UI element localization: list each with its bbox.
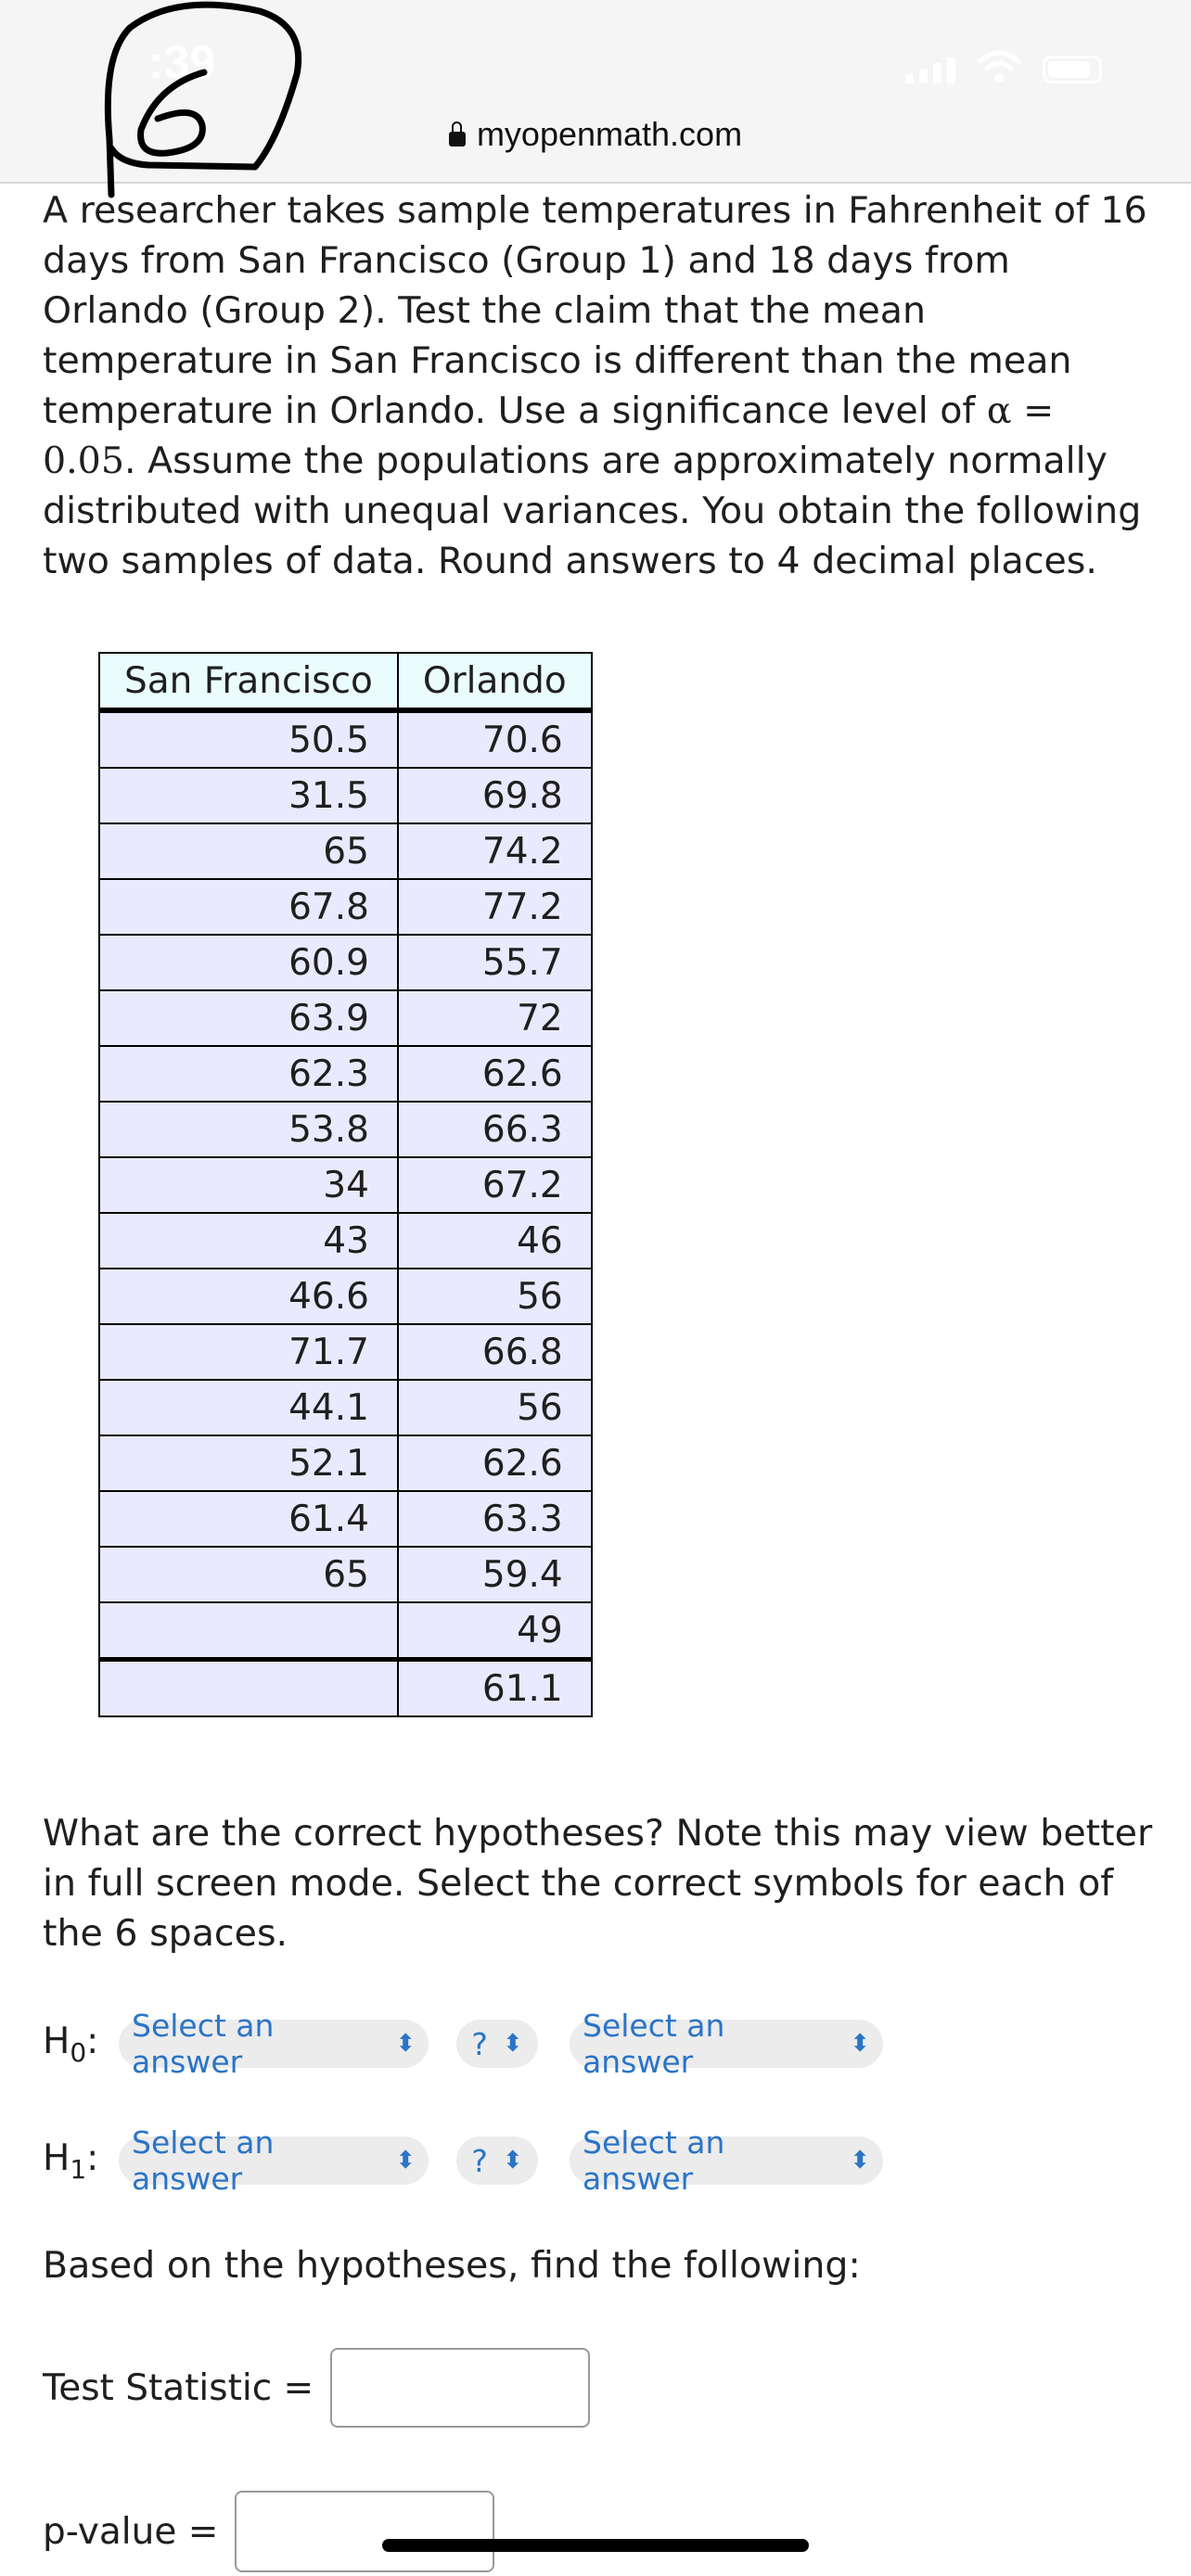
chevron-updown-icon: ⬍ (395, 2147, 416, 2174)
chevron-updown-icon: ⬍ (850, 2030, 870, 2058)
results-intro: Based on the hypotheses, find the following: (43, 2244, 861, 2287)
table-cell: 66.3 (398, 1102, 592, 1157)
table-row (99, 879, 592, 935)
table-row (99, 1046, 592, 1102)
table-row (99, 1547, 592, 1602)
table-cell: 72 (398, 990, 592, 1046)
h1-label: $H_1$: (43, 2136, 99, 2185)
table-cell: 70.6 (398, 710, 592, 768)
table-row (99, 1102, 592, 1157)
table-row (99, 710, 592, 768)
handwritten-mark-text: 6 (93, 0, 94, 1)
table-cell: 50.5 (99, 710, 398, 768)
table-cell: 34 (99, 1157, 398, 1213)
table-cell: 61.4 (99, 1491, 398, 1547)
sample-data-table (98, 652, 593, 1717)
table-cell: 59.4 (398, 1547, 592, 1602)
chevron-updown-icon: ⬍ (502, 2147, 523, 2174)
alpha-expression: α = 0.05 (43, 389, 1055, 482)
table-row (99, 1660, 592, 1717)
h1-value-select[interactable]: Select an answer ⬍ (570, 2136, 883, 2185)
table-row (99, 1269, 592, 1324)
wifi-icon (976, 50, 1022, 83)
table-cell: 46 (398, 1213, 592, 1269)
question-text-part2: . Assume the populations are approximately normally distributed with unequal variances. You obtain the following two samples of data. Round answers to 4 decimal places. (43, 440, 1142, 582)
status-icons (905, 50, 1102, 83)
table-cell: 44.1 (99, 1380, 398, 1435)
table-row (99, 1435, 592, 1491)
table-row (99, 990, 592, 1046)
table-cell: 67.8 (99, 879, 398, 935)
chevron-updown-icon: ⬍ (502, 2030, 523, 2058)
hypotheses-prompt: What are the correct hypotheses? Note this may view better in full screen mode. Select the correct symbols for each of the 6 spaces. (43, 1812, 1153, 1955)
p-value-label: p-value = (43, 2510, 219, 2553)
h0-label: $H_0$: (43, 2020, 99, 2068)
handwritten-annotation (93, 0, 334, 199)
p-value-row (43, 2491, 494, 2572)
table-header-row (99, 653, 592, 710)
question-text-part1: A researcher takes sample temperatures in Fahrenheit of 16 days from San Francisco (Group 1) and 18 days from Orlando (Group 2). Test the claim that the mean temperature in San Francisco is different than the mean temperature in Orlando. Use a significance level of (43, 189, 1147, 432)
test-statistic-label: Test Statistic = (43, 2366, 314, 2409)
table-cell: 77.2 (398, 879, 592, 935)
status-time: :39 (148, 36, 216, 88)
home-indicator[interactable] (382, 2539, 809, 2552)
question-text (43, 185, 1156, 586)
table-row (99, 1491, 592, 1547)
table-row (99, 1380, 592, 1435)
table-cell: 66.8 (398, 1324, 592, 1380)
table-cell: 62.6 (398, 1435, 592, 1491)
table-cell: 46.6 (99, 1269, 398, 1324)
h1-symbol-select[interactable]: ? ⬍ (456, 2136, 538, 2185)
table-cell: 56 (398, 1269, 592, 1324)
table-cell: 31.5 (99, 768, 398, 823)
h0-value-select[interactable]: Select an answer ⬍ (570, 2020, 883, 2068)
table-cell: 67.2 (398, 1157, 592, 1213)
test-statistic-input[interactable] (330, 2348, 590, 2428)
table-cell: 65 (99, 1547, 398, 1602)
table-row (99, 768, 592, 823)
column-header-orlando: Orlando (398, 653, 592, 710)
table-row (99, 1324, 592, 1380)
h0-symbol-select[interactable]: ? ⬍ (456, 2020, 538, 2068)
table-cell: 63.3 (398, 1491, 592, 1547)
table-row (99, 1213, 592, 1269)
table-cell: 56 (398, 1380, 592, 1435)
table-row (99, 1157, 592, 1213)
chevron-updown-icon: ⬍ (395, 2030, 416, 2058)
h0-parameter-select[interactable]: Select an answer ⬍ (119, 2020, 429, 2068)
table-row (99, 1602, 592, 1660)
url-text: myopenmath.com (476, 115, 743, 153)
table-cell: 53.8 (99, 1102, 398, 1157)
table-cell: 71.7 (99, 1324, 398, 1380)
table-cell: 61.1 (398, 1660, 592, 1717)
column-header-san-francisco: San Francisco (99, 653, 398, 710)
battery-icon (1043, 56, 1102, 83)
table-cell: 74.2 (398, 823, 592, 879)
table-cell: 62.3 (99, 1046, 398, 1102)
h1-parameter-select[interactable]: Select an answer ⬍ (119, 2136, 429, 2185)
table-cell (99, 1602, 398, 1660)
table-row (99, 935, 592, 990)
lock-icon (449, 132, 466, 147)
table-cell: 55.7 (398, 935, 592, 990)
p-value-input[interactable] (235, 2491, 494, 2572)
h0-row (43, 2008, 883, 2080)
cellular-signal-icon (905, 57, 955, 83)
table-cell: 63.9 (99, 990, 398, 1046)
table-cell: 43 (99, 1213, 398, 1269)
table-cell: 52.1 (99, 1435, 398, 1491)
table-row (99, 823, 592, 879)
table-cell (99, 1660, 398, 1717)
table-cell: 49 (398, 1602, 592, 1660)
table-cell: 62.6 (398, 1046, 592, 1102)
table-cell: 65 (99, 823, 398, 879)
table-cell: 60.9 (99, 935, 398, 990)
test-statistic-row (43, 2348, 590, 2428)
chevron-updown-icon: ⬍ (850, 2147, 870, 2174)
h1-row (43, 2124, 883, 2197)
table-cell: 69.8 (398, 768, 592, 823)
